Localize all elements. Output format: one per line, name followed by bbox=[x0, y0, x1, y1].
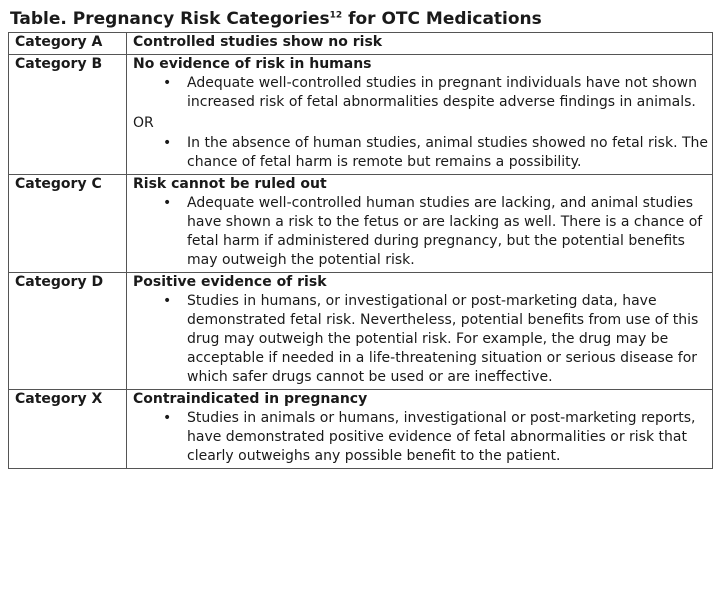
category-label: Category D bbox=[9, 273, 127, 390]
category-heading: Risk cannot be ruled out bbox=[133, 176, 327, 192]
pregnancy-risk-table bbox=[8, 32, 713, 469]
bullet-list bbox=[133, 74, 708, 112]
category-heading: No evidence of risk in humans bbox=[133, 56, 372, 72]
category-label: Category A bbox=[9, 33, 127, 55]
bullet-list bbox=[133, 292, 708, 387]
category-description bbox=[127, 175, 713, 273]
category-heading: Contraindicated in pregnancy bbox=[133, 391, 368, 407]
bullet-item: • Adequate well-controlled studies in pregnant individuals have not shown increased risk of fetal abnormalities despite adverse findings in animals. bbox=[187, 74, 708, 112]
category-heading: Positive evidence of risk bbox=[133, 274, 327, 290]
table-row-category-a bbox=[9, 33, 713, 55]
table-row-category-b bbox=[9, 55, 713, 175]
category-description bbox=[127, 390, 713, 469]
bullet-item: • Adequate well-controlled human studies are lacking, and animal studies have shown a risk to the fetus or are lacking as well. There is a chance of fetal harm if administered during pregnancy, but the potential benefits may outweigh the potential risk. bbox=[187, 194, 708, 270]
title-text: Table. Pregnancy Risk Categories bbox=[10, 9, 330, 29]
category-description bbox=[127, 33, 713, 55]
table-row-category-d bbox=[9, 273, 713, 390]
bullet-item: • Studies in animals or humans, investigational or post-marketing reports, have demonstrated positive evidence of fetal abnormalities or risk that clearly outweighs any possible benefit to the patient. bbox=[187, 409, 708, 466]
table-row-category-x bbox=[9, 390, 713, 469]
bullet-list bbox=[133, 194, 708, 270]
bullet-item: • Studies in humans, or investigational or post-marketing data, have demonstrated fetal risk. Nevertheless, potential benefits from use of this drug may outweigh the potential risk. For example, the drug may be acceptable if needed in a life-threatening situation or serious disease for which safer drugs cannot be used or are ineffective. bbox=[187, 292, 708, 387]
table-title bbox=[10, 8, 712, 30]
category-heading: Controlled studies show no risk bbox=[133, 34, 383, 50]
or-separator: OR bbox=[133, 115, 154, 131]
document-page bbox=[8, 8, 712, 469]
category-description bbox=[127, 55, 713, 175]
table-row-category-c bbox=[9, 175, 713, 273]
category-label: Category C bbox=[9, 175, 127, 273]
reference-superscript: 12 bbox=[329, 10, 343, 21]
bullet-list bbox=[133, 134, 708, 172]
category-label: Category X bbox=[9, 390, 127, 469]
title-suffix: for OTC Medications bbox=[342, 9, 542, 29]
category-description bbox=[127, 273, 713, 390]
category-label: Category B bbox=[9, 55, 127, 175]
bullet-list bbox=[133, 409, 708, 466]
bullet-item: • In the absence of human studies, animal studies showed no fetal risk. The chance of fetal harm is remote but remains a possibility. bbox=[187, 134, 708, 172]
